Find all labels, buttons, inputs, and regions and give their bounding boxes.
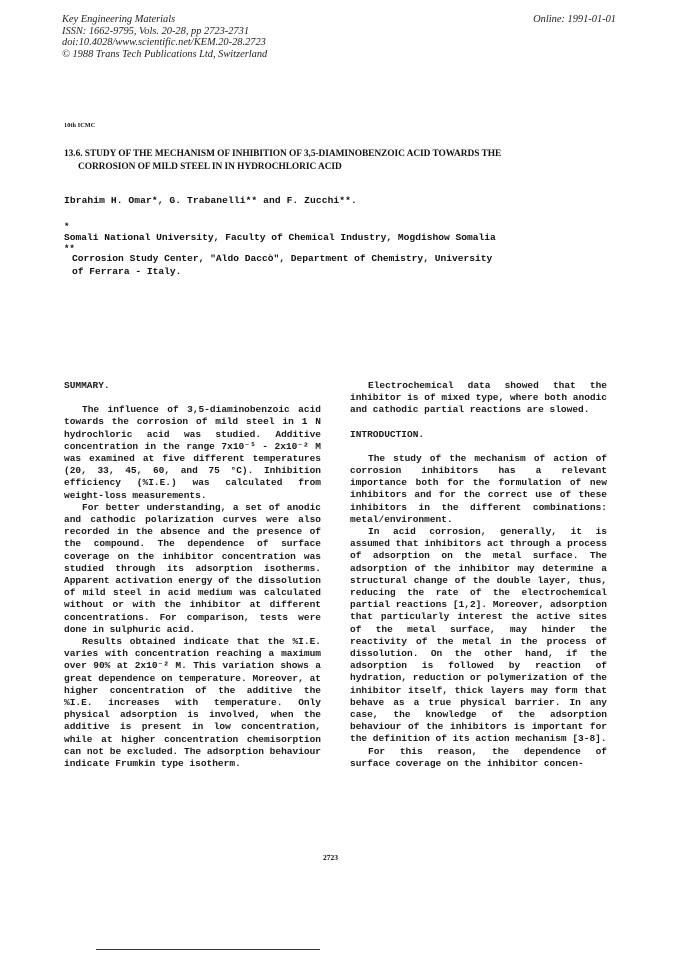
- affiliation-mark-2: **: [64, 244, 75, 254]
- issn-line: ISSN: 1662-9795, Vols. 20-28, pp 2723-2731: [62, 25, 250, 37]
- introduction-heading: INTRODUCTION.: [350, 428, 425, 440]
- affiliation-1: Somali National University, Faculty of Chemical Industry, Mogdishow Somalia: [64, 232, 496, 243]
- summary-heading: SUMMARY.: [64, 380, 110, 391]
- intro-paragraph-1: The study of the mechanism of action of corrosion inhibitors has a relevant importance both for the formulation of new inhibitors and for the correct use of these inhibitors in the different combinations: metal/environment.: [350, 452, 607, 525]
- footer-rule: [96, 949, 320, 950]
- author-list: Ibrahim H. Omar*, G. Trabanelli** and F. Zucchi**.: [64, 195, 357, 206]
- doi-line: doi:10.4028/www.scientific.net/KEM.20-28.2723: [62, 37, 266, 49]
- online-date: Online: 1991-01-01: [533, 14, 616, 25]
- affiliation-2-line-1: Corrosion Study Center, "Aldo Daccò", Department of Chemistry, University: [72, 253, 493, 264]
- right-column: [350, 380, 607, 770]
- title-line-2: CORROSION OF MILD STEEL IN IN HYDROCHLORIC ACID: [78, 162, 342, 172]
- summary-paragraph-3: Results obtained indicate that the %I.E. varies with concentration reaching a maximum over 90% at 2x10⁻² M. This variation shows a great dependence on temperature. Moreover, at higher concentration of the additive the %I.E. increases with temperature. Only physical adsorption is involved, when the additive is present in low concentration, while at higher concentration chemisorption can not be excluded. The adsorption behaviour indicate Frumkin type isotherm.: [64, 636, 321, 770]
- intro-paragraph-2: In acid corrosion, generally, it is assumed that inhibitors act through a process of adsorption on the metal surface. The adsorption of the inhibitor may determine a structural change of the double layer, thus, reducing the rate of the electrochemical partial reactions [1,2]. Moreover, adsorption that particularly interest the active sites of the metal surface, may hinder the reactivity of the metal in the process of dissolution. On the other hand, if the adsorption is followed by reaction of hydration, reduction or polymerization of the inhibitor itself, thick layers may form that behave as a true physical barrier. In any case, the knowledge of the adsorption behaviour of the inhibitors is important for the definition of its action mechanism [3-8].: [350, 526, 607, 745]
- publication-header: [62, 14, 616, 60]
- affiliation-2-line-2: of Ferrara - Italy.: [72, 266, 182, 277]
- intro-paragraph-3: For this reason, the dependence of surface coverage on the inhibitor concen-: [350, 745, 607, 769]
- left-column: [64, 380, 321, 770]
- conference-tag: 10th ICMC: [64, 122, 96, 129]
- summary-paragraph-4: Electrochemical data showed that the inhibitor is of mixed type, where both anodic and cathodic partial reactions are slowed.: [350, 380, 607, 416]
- summary-paragraph-1: The influence of 3,5-diaminobenzoic acid towards the corrosion of mild steel in 1 N hydrochloric acid was studied. Additive concentration in the range 7x10⁻⁵ - 2x10⁻² M was examined at five different temperatures (20, 33, 45, 60, and 75 °C). Inhibition efficiency (%I.E.) was calculated from weight-loss measurements.: [64, 404, 321, 501]
- journal-name: Key Engineering Materials: [62, 14, 176, 25]
- page-number: 2723: [323, 853, 338, 862]
- affiliation-mark-1: *: [64, 222, 70, 232]
- title-line-1: 13.6. STUDY OF THE MECHANISM OF INHIBITION OF 3,5-DIAMINOBENZOIC ACID TOWARDS THE: [64, 149, 502, 159]
- copyright-line: © 1988 Trans Tech Publications Ltd, Switzerland: [62, 48, 268, 60]
- summary-paragraph-2: For better understanding, a set of anodic and cathodic polarization curves were also recorded in the absence and the presence of the compound. The dependence of surface coverage on the inhibitor concentration was studied through its adsorption isotherms. Apparent activation energy of the dissolution of mild steel in acid medium was calculated without or with the inhibitor at different concentrations. For comparison, tests were done in sulphuric acid.: [64, 501, 321, 635]
- paper-title: [64, 148, 614, 174]
